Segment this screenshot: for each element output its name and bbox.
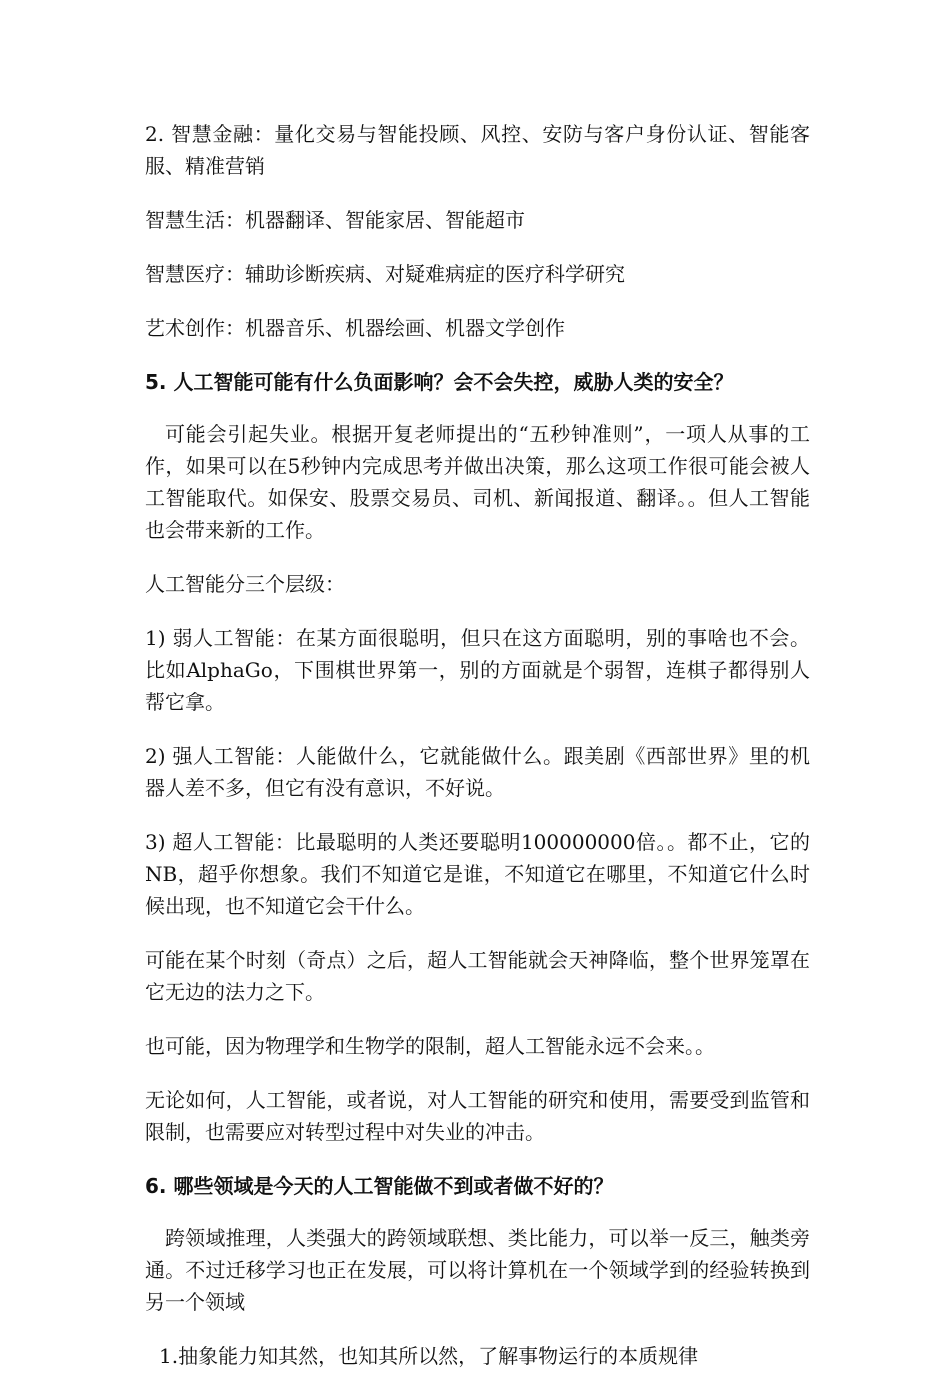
paragraph-ai-levels: 人工智能分三个层级： [145,572,345,596]
paragraph-unemployment: 可能会引起失业。根据开复老师提出的“五秒钟准则”，一项人从事的工作，如果可以在5秒钟内完成思考并做出决策，那么这项工作很可能会被人工智能取代。如保安、股票交易员、司机、新闻报道、翻译。。但人工智能也会带来新的工作。 [145,422,810,542]
list-item-abstraction: 1.抽象能力知其然，也知其所以然，了解事物运行的本质规律 [159,1344,699,1368]
paragraph-smart-finance: 2. 智慧金融：量化交易与智能投顾、风控、安防与客户身份认证、智能客服、精准营销 [145,122,810,178]
document-body [145,118,810,1394]
paragraph-art-creation: 艺术创作：机器音乐、机器绘画、机器文学创作 [145,316,565,340]
paragraph-smart-medical: 智慧医疗：辅助诊断疾病、对疑难病症的医疗科学研究 [145,262,625,286]
heading-question-6: 6. 哪些领域是今天的人工智能做不到或者做不好的？ [145,1174,614,1198]
paragraph-regulation: 无论如何，人工智能，或者说，对人工智能的研究和使用，需要受到监管和限制，也需要应对转型过程中对失业的冲击。 [145,1088,810,1144]
paragraph-weak-ai: 1) 弱人工智能：在某方面很聪明，但只在这方面聪明，别的事啥也不会。比如AlphaGo，下围棋世界第一，别的方面就是个弱智，连棋子都得别人帮它拿。 [145,626,810,714]
paragraph-smart-life: 智慧生活：机器翻译、智能家居、智能超市 [145,208,525,232]
paragraph-physics-limit: 也可能，因为物理学和生物学的限制，超人工智能永远不会来。。 [145,1034,715,1058]
paragraph-super-ai: 3) 超人工智能：比最聪明的人类还要聪明100000000倍。。都不止，它的NB，超乎你想象。我们不知道它是谁，不知道它在哪里，不知道它什么时候出现，也不知道它会干什么。 [145,830,810,918]
paragraph-strong-ai: 2) 强人工智能：人能做什么，它就能做什么。跟美剧《西部世界》里的机器人差不多，但它有没有意识，不好说。 [145,744,810,800]
paragraph-cross-domain: 跨领域推理，人类强大的跨领域联想、类比能力，可以举一反三，触类旁通。不过迁移学习也正在发展，可以将计算机在一个领域学到的经验转换到另一个领域 [145,1226,810,1314]
heading-question-5: 5. 人工智能可能有什么负面影响？会不会失控，威胁人类的安全？ [145,370,734,394]
paragraph-singularity: 可能在某个时刻（奇点）之后，超人工智能就会天神降临，整个世界笼罩在它无边的法力之下。 [145,948,810,1004]
